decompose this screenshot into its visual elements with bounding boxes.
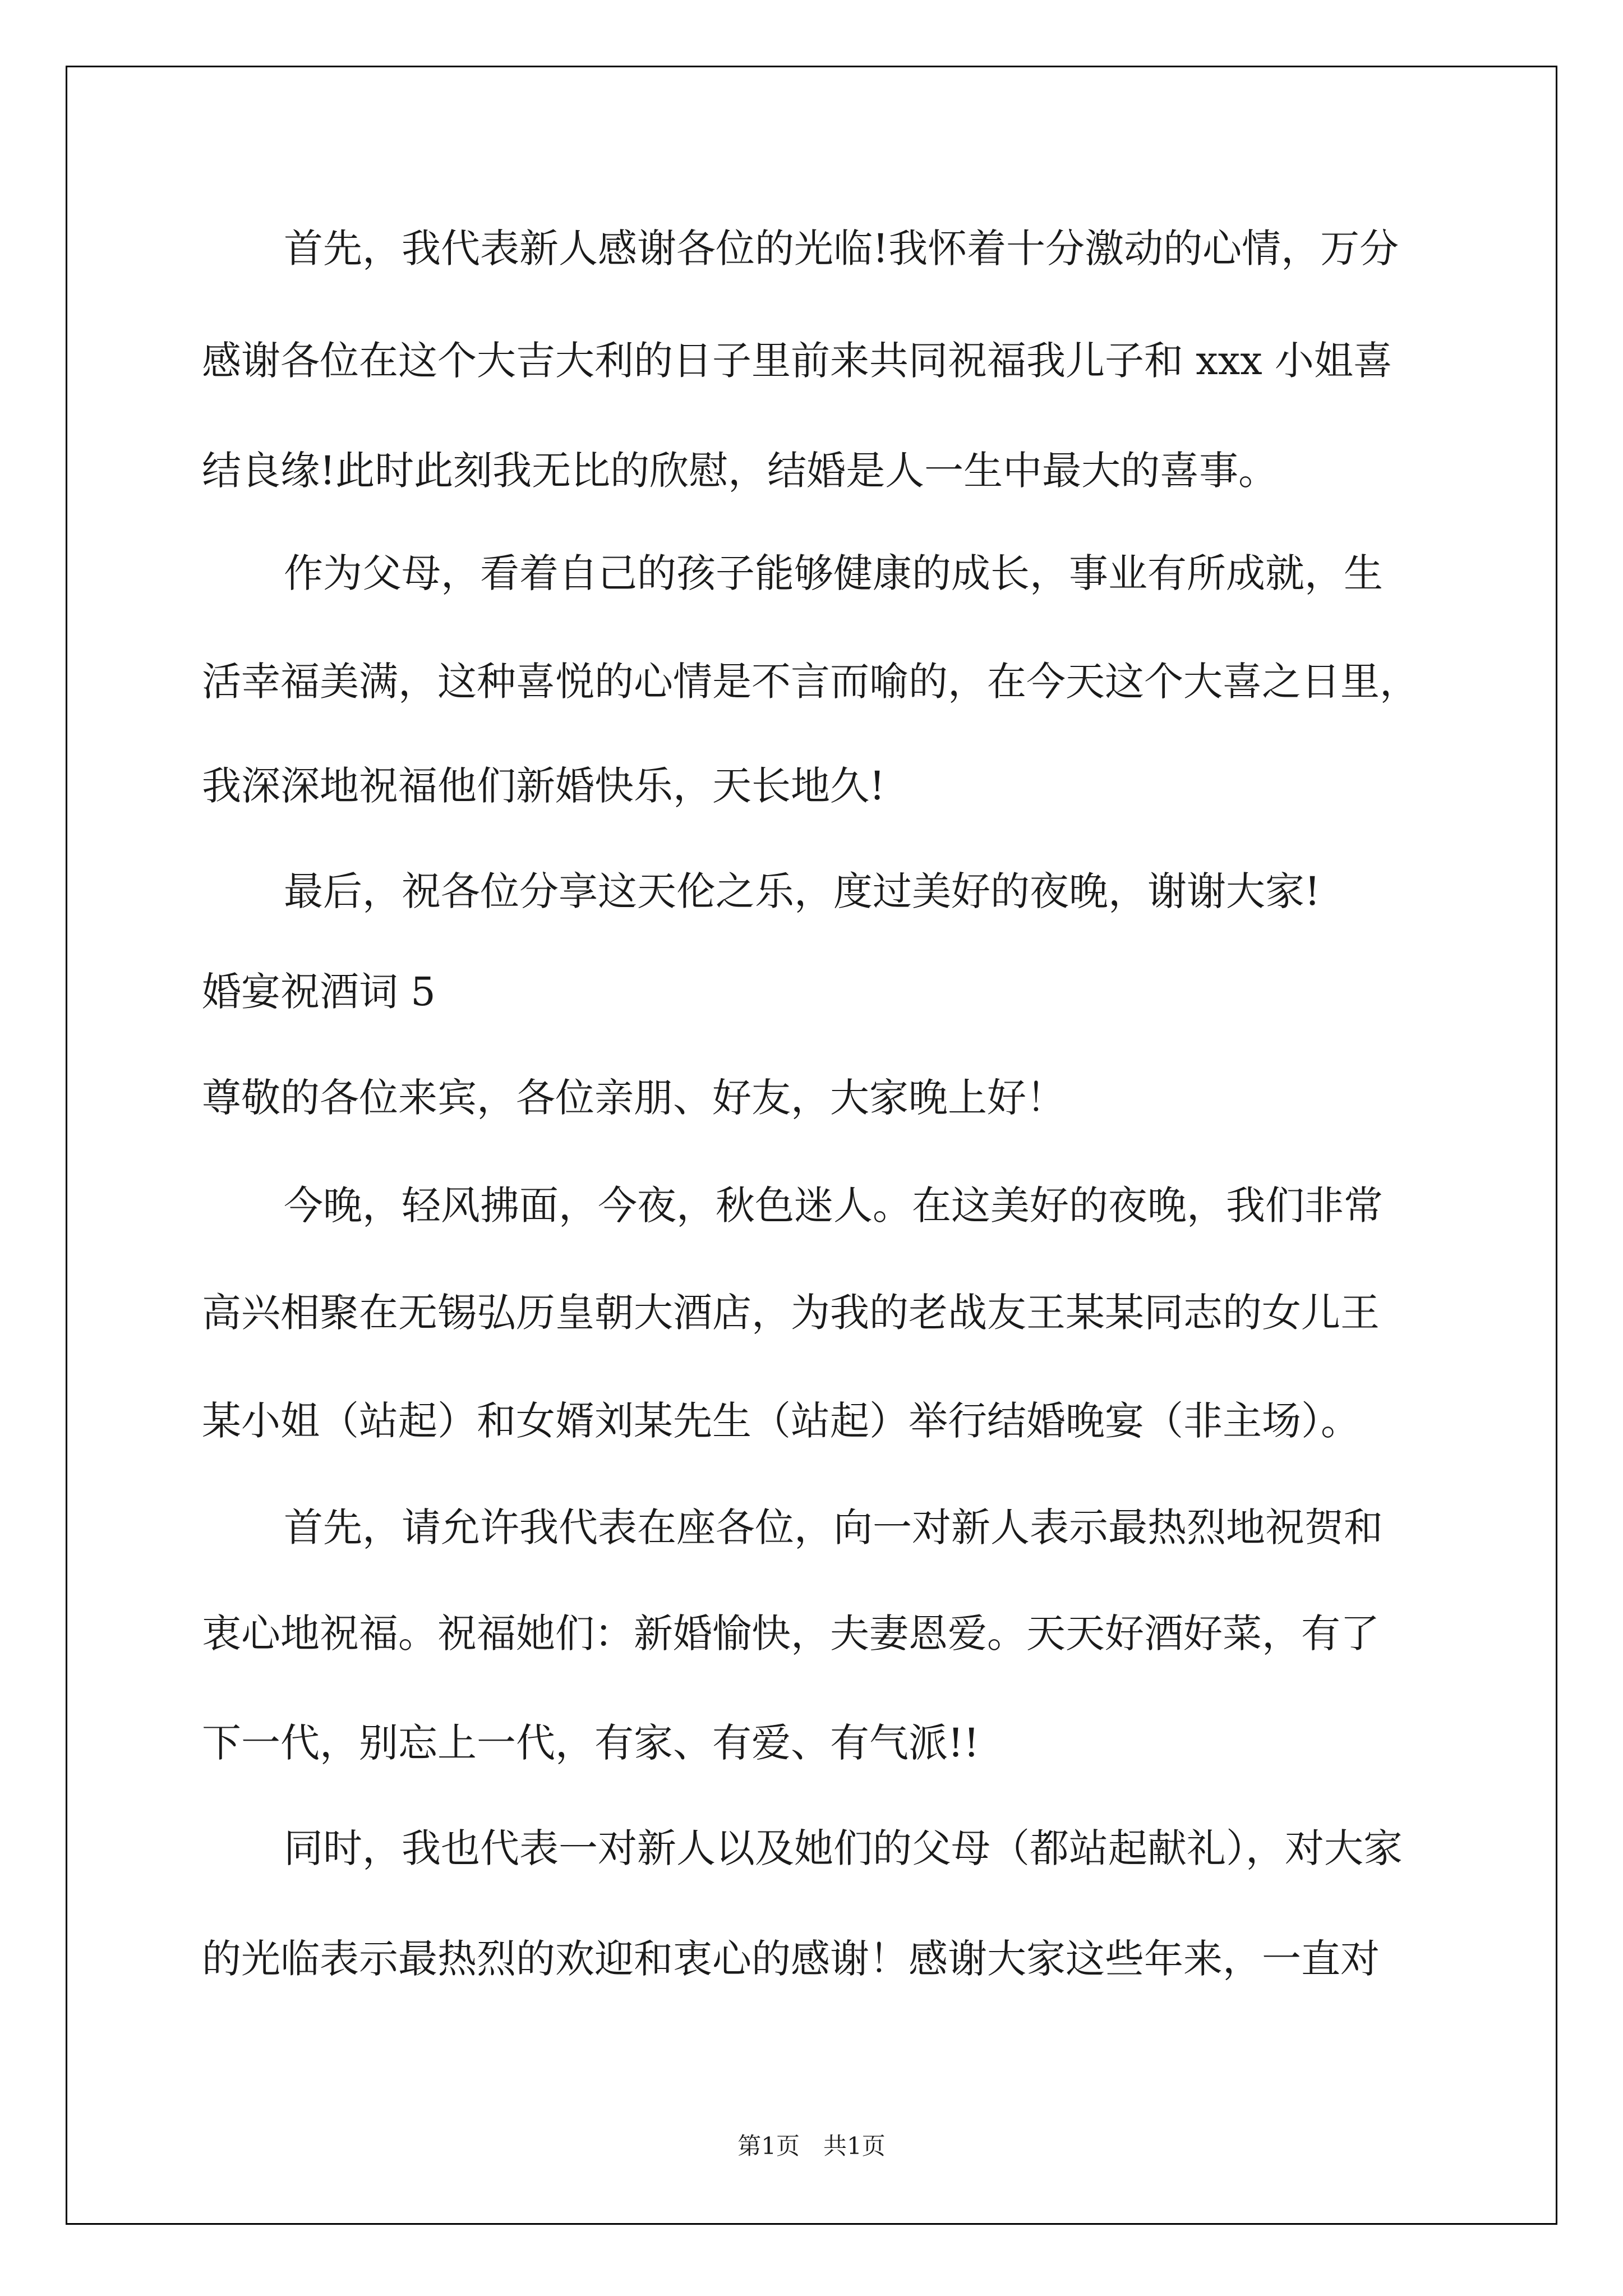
paragraph-line: 感谢各位在这个大吉大利的日子里前来共同祝福我儿子和 xxx 小姐喜 (202, 338, 1393, 384)
salutation-line: 尊敬的各位来宾，各位亲朋、好友，大家晚上好！ (202, 1075, 1066, 1121)
paragraph-line: 的光临表示最热烈的欢迎和衷心的感谢！感谢大家这些年来，一直对 (202, 1936, 1380, 1982)
paragraph-line: 下一代，别忘上一代，有家、有爱、有气派!! (202, 1720, 980, 1766)
paragraph-line: 我深深地祝福他们新婚快乐，天长地久! (202, 763, 886, 809)
paragraph-line: 高兴相聚在无锡弘历皇朝大酒店，为我的老战友王某某同志的女儿王 (202, 1290, 1380, 1336)
page-border (66, 66, 1557, 2225)
paragraph-line: 今晚，轻风拂面，今夜，秋色迷人。在这美好的夜晚，我们非常 (284, 1182, 1383, 1228)
paragraph-line: 某小姐（站起）和女婿刘某先生（站起）举行结婚晚宴（非主场）。 (202, 1398, 1360, 1444)
paragraph-line: 最后，祝各位分享这天伦之乐，度过美好的夜晚，谢谢大家! (284, 868, 1321, 914)
paragraph-line: 首先，请允许我代表在座各位，向一对新人表示最热烈地祝贺和 (284, 1504, 1383, 1550)
paragraph-line: 结良缘!此时此刻我无比的欣慰，结婚是人一生中最大的喜事。 (202, 448, 1278, 494)
paragraph-line: 衷心地祝福。祝福她们：新婚愉快，夫妻恩爱。天天好酒好菜，有了 (202, 1611, 1380, 1657)
paragraph-line: 同时，我也代表一对新人以及她们的父母（都站起献礼），对大家 (284, 1825, 1403, 1871)
section-heading: 婚宴祝酒词 5 (202, 969, 436, 1015)
paragraph-line: 活幸福美满，这种喜悦的心情是不言而喻的，在今天这个大喜之日里， (202, 659, 1419, 705)
paragraph-line: 首先，我代表新人感谢各位的光临!我怀着十分激动的心情，万分 (284, 226, 1399, 272)
page-number-footer: 第1页 共1页 (737, 2132, 886, 2160)
paragraph-line: 作为父母，看着自己的孩子能够健康的成长，事业有所成就，生 (284, 550, 1383, 596)
